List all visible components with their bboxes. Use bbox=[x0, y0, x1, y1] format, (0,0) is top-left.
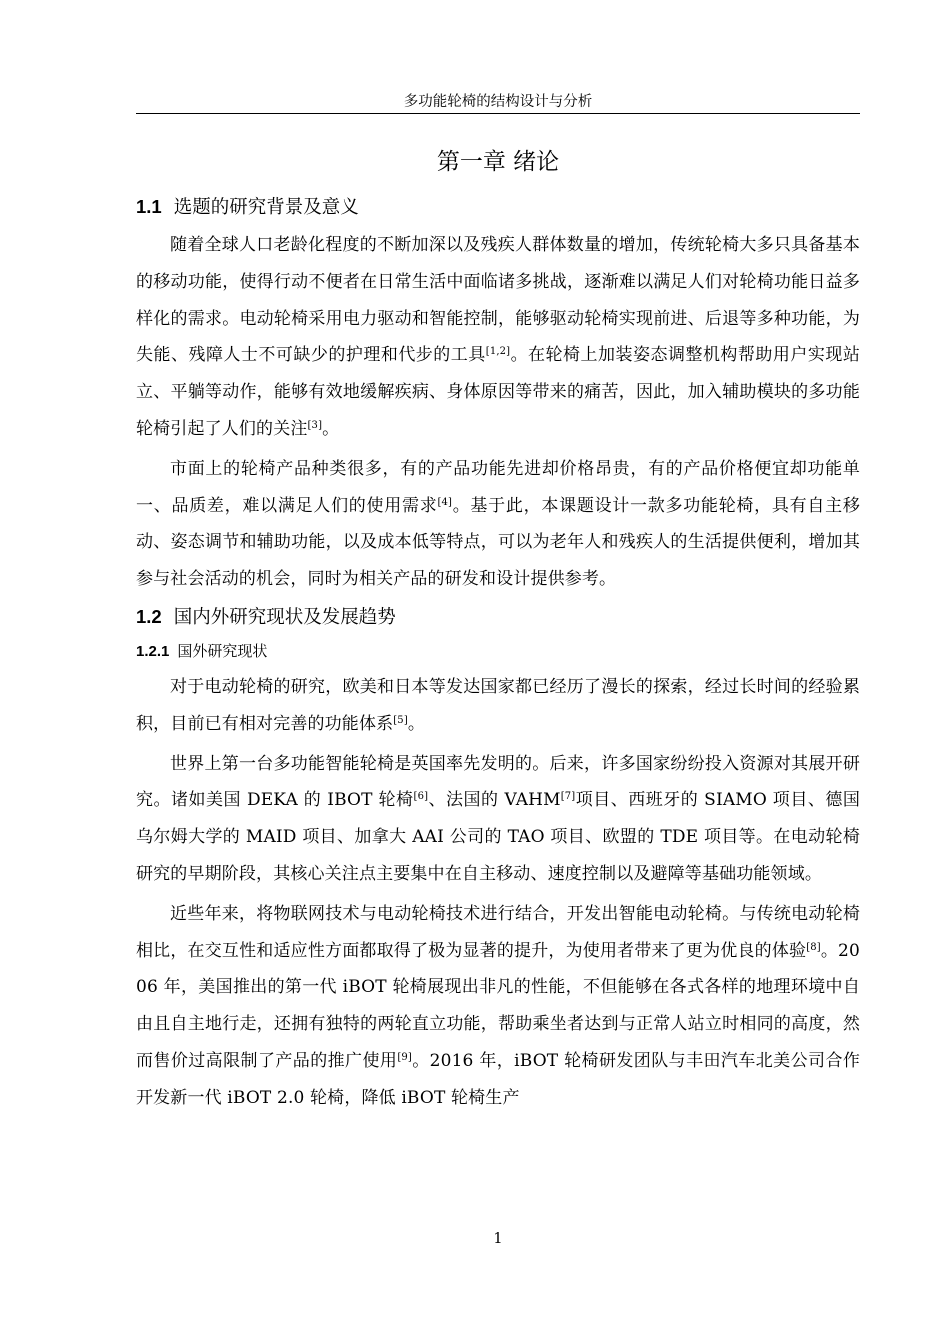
citation: [6] bbox=[413, 791, 429, 803]
section-title: 国内外研究现状及发展趋势 bbox=[173, 606, 396, 628]
section-heading-1-2 bbox=[136, 601, 860, 634]
citation: [8] bbox=[806, 941, 821, 953]
page-body bbox=[136, 145, 860, 1120]
section-number: 1.2 bbox=[136, 605, 162, 627]
paragraph bbox=[136, 669, 860, 743]
text-run: 。在轮椅上加装姿态调整机构帮助用户实现站立、平躺等动作，能够有效地缓解疾病、身体原因等带来的痛苦，因此，加入辅助模块的多功能轮椅引起了人们的关注 bbox=[136, 345, 860, 439]
text-run: 项目、西班牙的 SIAMO 项目、德国乌尔姆大学的 MAID 项目、加拿大 AAI 公司的 TAO 项目、欧盟的 TDE 项目等。在电动轮椅研究的早期阶段，其核心关注点主要集中在自主移动、速度控制以及避障等基础功能领域。 bbox=[136, 790, 860, 884]
citation: [4] bbox=[437, 496, 453, 508]
text-run: 。2016 年，iBOT 轮椅研发团队与丰田汽车北美公司合作开发新一代 iBOT 2.0 轮椅，降低 iBOT 轮椅生产 bbox=[136, 1050, 861, 1108]
subsection-number: 1.2.1 bbox=[136, 642, 170, 660]
section-title: 选题的研究背景及意义 bbox=[173, 197, 359, 218]
citation: [9] bbox=[397, 1051, 412, 1063]
citation: [1,2] bbox=[485, 346, 511, 358]
text-run: 。 bbox=[407, 713, 426, 734]
citation: [5] bbox=[393, 714, 408, 726]
text-run: 市面上的轮椅产品种类很多，有的产品功能先进却价格昂贵，有的产品价格便宜却功能单一、品质差，难以满足人们的使用需求 bbox=[136, 458, 860, 516]
citation: [3] bbox=[307, 419, 323, 431]
text-run: 。2006 年，美国推出的第一代 iBOT 轮椅展现出非凡的性能，不但能够在各式各样的地理环境中自由且自主地行走，还拥有独特的两轮直立功能，帮助乘坐者达到与正常人站立时相同的高度，然而售价过高限制了产品的推广使用 bbox=[136, 940, 860, 1071]
citation: [7] bbox=[560, 791, 576, 803]
text-run: 。 bbox=[322, 418, 340, 439]
text-run: 对于电动轮椅的研究，欧美和日本等发达国家都已经历了漫长的探索，经过长时间的经验累积，目前已有相对完善的功能体系 bbox=[136, 676, 860, 734]
page-number: 1 bbox=[493, 1231, 503, 1247]
text-run: 世界上第一台多功能智能轮椅是英国率先发明的。后来，许多国家纷纷投入资源对其展开研究。诸如美国 DEKA 的 IBOT 轮椅 bbox=[136, 753, 860, 811]
chapter-title: 第一章 绪论 bbox=[436, 149, 560, 175]
subsection-heading-1-2-1 bbox=[136, 637, 860, 666]
section-number: 1.1 bbox=[136, 196, 162, 217]
text-run: 随着全球人口老龄化程度的不断加深以及残疾人群体数量的增加，传统轮椅大多只具备基本的移动功能，使得行动不便者在日常生活中面临诸多挑战，逐渐难以满足人们对轮椅功能日益多样化的需求。电动轮椅采用电力驱动和智能控制，能够驱动轮椅实现前进、后退等多种功能，为失能、残障人士不可缺少的护理和代步的工具 bbox=[136, 235, 860, 366]
paragraph bbox=[136, 451, 860, 598]
paragraph bbox=[136, 896, 860, 1117]
text-run: 。基于此，本课题设计一款多功能轮椅，具有自主移动、姿态调节和辅助功能，以及成本低等特点，可以为老年人和残疾人的生活提供便利，增加其参与社会活动的机会，同时为相关产品的研发和设计提供参考。 bbox=[136, 495, 860, 590]
paragraph bbox=[136, 227, 860, 448]
subsection-title: 国外研究现状 bbox=[177, 641, 268, 660]
header-rule bbox=[136, 113, 860, 114]
section-heading-1-1 bbox=[136, 191, 860, 224]
running-header: 多功能轮椅的结构设计与分析 bbox=[403, 94, 593, 110]
text-run: 近些年来，将物联网技术与电动轮椅技术进行结合，开发出智能电动轮椅。与传统电动轮椅相比，在交互性和适应性方面都取得了极为显著的提升，为使用者带来了更为优良的体验 bbox=[136, 903, 860, 961]
text-run: 、法国的 VAHM bbox=[428, 790, 561, 811]
paragraph bbox=[136, 746, 860, 893]
